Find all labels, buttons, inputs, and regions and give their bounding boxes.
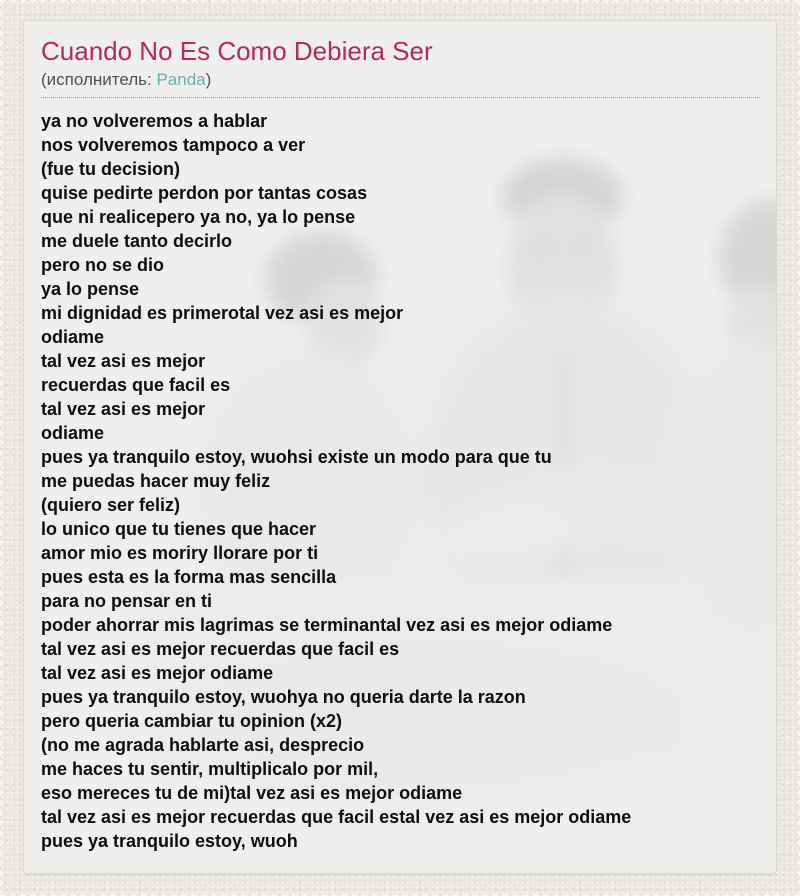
lyric-line: lo unico que tu tienes que hacer [41, 519, 317, 539]
lyric-line: poder ahorrar mis lagrimas se terminantal vez asi es mejor odiame [41, 615, 613, 635]
lyric-line: me haces tu sentir, multiplicalo por mil, [41, 759, 379, 779]
lyric-line: (quiero ser feliz) [41, 495, 181, 515]
lyric-line: tal vez asi es mejor recuerdas que facil es [41, 639, 400, 659]
lyric-line: pero queria cambiar tu opinion (x2) [41, 711, 343, 731]
lyric-line: pues ya tranquilo estoy, wuohya no queria darte la razon [41, 687, 526, 707]
lyric-line: que ni realicepero ya no, ya lo pense [41, 207, 356, 227]
lyric-line: pues esta es la forma mas sencilla [41, 567, 337, 587]
lyric-line: ya no volveremos a hablar [41, 111, 268, 131]
artist-label-prefix: (исполнитель: [41, 70, 157, 89]
lyric-line: (fue tu decision) [41, 159, 180, 179]
lyric-line: pues ya tranquilo estoy, wuohsi existe un modo para que tu [41, 447, 552, 467]
artist-label-suffix: ) [205, 70, 212, 89]
lyric-line: amor mio es moriry llorare por ti [41, 543, 319, 563]
lyric-line: para no pensar en ti [41, 591, 213, 611]
lyric-line: me duele tanto decirlo [41, 231, 233, 251]
lyric-line: recuerdas que facil es [41, 375, 231, 395]
lyric-line: pues ya tranquilo estoy, wuoh [41, 831, 298, 851]
lyrics-text [41, 98, 760, 853]
lyric-line: pero no se dio [41, 255, 165, 275]
lyric-line: tal vez asi es mejor [41, 399, 206, 419]
artist-link[interactable]: Panda [156, 70, 206, 89]
lyric-line: ya lo pense [41, 279, 140, 299]
lyric-line: quise pedirte perdon por tantas cosas [41, 183, 368, 203]
lyric-line: tal vez asi es mejor odiame [41, 663, 274, 683]
song-title: Cuando No Es Como Debiera Ser [41, 36, 433, 66]
lyric-line: tal vez asi es mejor [41, 351, 206, 371]
artist-line [41, 69, 760, 96]
lyric-line: nos volveremos tampoco a ver [41, 135, 306, 155]
lyric-line: mi dignidad es primerotal vez asi es mejor [41, 303, 404, 323]
lyric-line: eso mereces tu de mi)tal vez asi es mejor odiame [41, 783, 463, 803]
lyric-line: odiame [41, 327, 105, 347]
lyric-line: tal vez asi es mejor recuerdas que facil estal vez asi es mejor odiame [41, 807, 632, 827]
lyrics-panel [23, 20, 777, 874]
lyrics-content [24, 21, 776, 853]
lyric-line: (no me agrada hablarte asi, desprecio [41, 735, 365, 755]
lyric-line: odiame [41, 423, 105, 443]
lyric-line: me puedas hacer muy feliz [41, 471, 271, 491]
